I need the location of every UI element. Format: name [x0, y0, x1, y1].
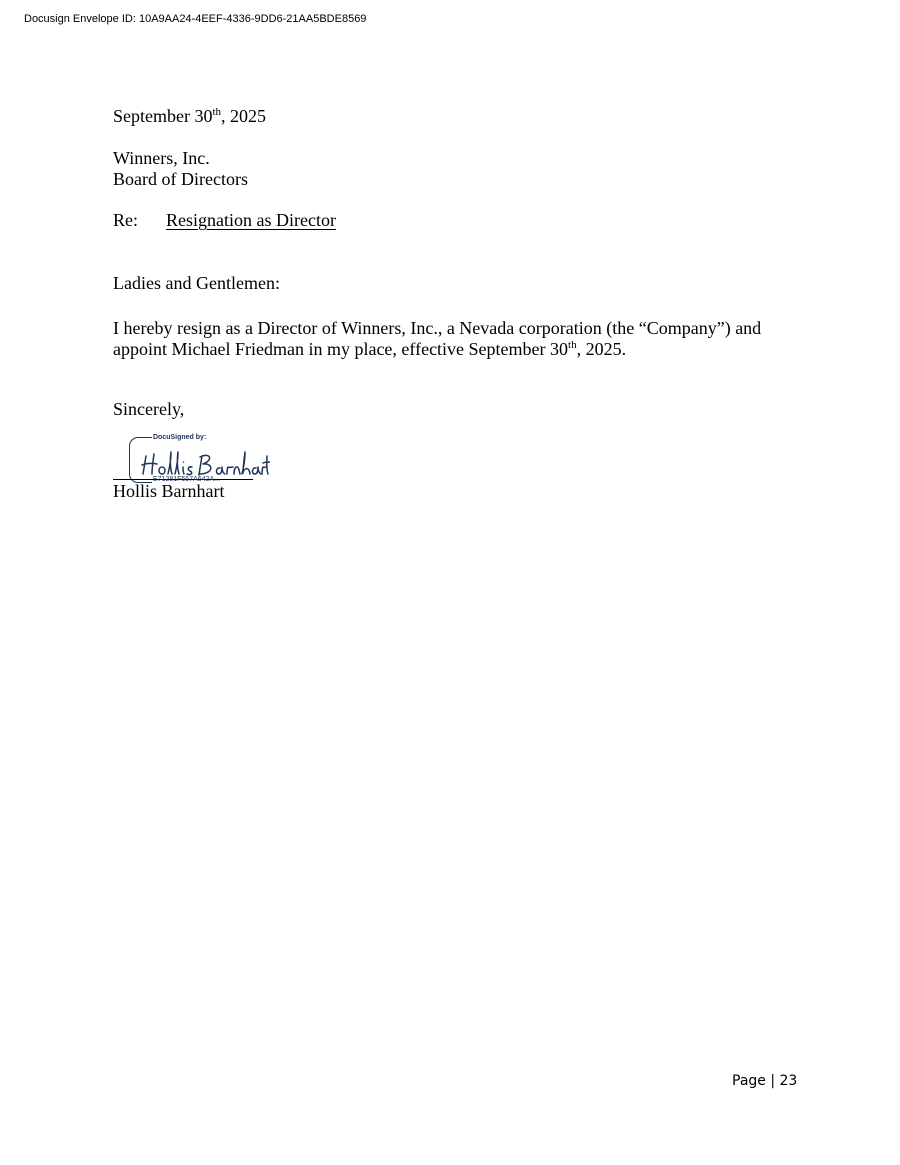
subject-text: Resignation as Director	[166, 210, 336, 230]
body-superscript: th	[568, 339, 577, 351]
body-text-end: , 2025.	[576, 339, 627, 359]
subject-line	[113, 210, 336, 231]
salutation: Ladies and Gentlemen:	[113, 273, 280, 293]
date-year: , 2025	[221, 106, 267, 126]
envelope-id: Docusign Envelope ID: 10A9AA24-4EEF-4336-9DD6-21AA5BDE8569	[24, 13, 367, 25]
subject-label: Re:	[113, 210, 138, 230]
body-text-main: I hereby resign as a Director of Winners, Inc., a Nevada corporation (the “Company”) and appoint Michael Friedman in my place, effective September 30	[113, 318, 762, 359]
docusign-certificate-id: E71281F557A642A...	[153, 476, 220, 483]
recipient-company: Winners, Inc.	[113, 148, 210, 168]
recipient-department: Board of Directors	[113, 169, 248, 189]
closing: Sincerely,	[113, 399, 185, 419]
date-superscript: th	[212, 106, 222, 118]
letter-body	[113, 318, 803, 360]
letter-date	[113, 106, 266, 127]
date-text: September 30	[113, 106, 213, 126]
docusign-header: DocuSigned by:	[153, 434, 207, 441]
signer-name: Hollis Barnhart	[113, 481, 225, 501]
page-number: Page | 23	[732, 1073, 798, 1089]
handwritten-signature	[140, 446, 270, 480]
